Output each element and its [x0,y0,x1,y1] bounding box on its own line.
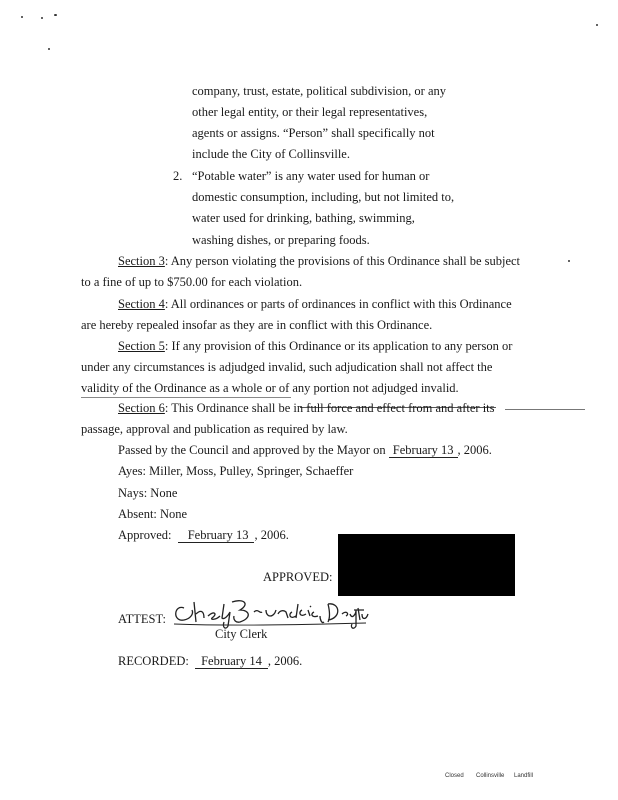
attest-label: ATTEST: [118,612,166,626]
section-6-paragraph: Section 6: This Ordinance shall be in full force and effect from and after its [118,401,495,415]
redaction-box [338,534,515,596]
footer-stamp: Collinsville [476,773,505,779]
scan-speck [21,16,23,18]
recorded-line: RECORDED: February 14 , 2006. [118,654,303,668]
section-3-paragraph: Section 3: Any person violating the provisions of this Ordinance shall be subject [118,254,521,268]
scan-speck [596,24,598,26]
section-3-heading: Section 3 [118,254,165,268]
section-4-line: are hereby repealed insofar as they are in conflict with this Ordinance. [81,318,433,332]
scan-speck [568,260,570,262]
section-3-line: to a fine of up to $750.00 for each violation. [81,275,303,289]
definition-line: company, trust, estate, political subdivision, or any [192,84,447,98]
scan-speck [41,17,43,19]
footer-stamp: Closed [445,773,464,779]
recorded-date: February 14 [195,655,268,669]
section-4-paragraph: Section 4: All ordinances or parts of ordinances in conflict with this Ordinance [118,297,512,311]
absent-line: Absent: None [118,507,188,521]
scan-line [505,409,585,410]
section-5-line: validity of the Ordinance as a whole or of any portion not adjudged invalid. [81,381,459,395]
definition-line: washing dishes, or preparing foods. [192,233,370,247]
section-6-line: passage, approval and publication as required by law. [81,422,348,436]
footer-stamp: Landfill [514,773,534,779]
nays-line: Nays: None [118,486,178,500]
definition-line: water used for drinking, bathing, swimming, [192,211,415,225]
section-5-heading: Section 5 [118,339,165,353]
scan-line [81,397,291,398]
ayes-line: Ayes: Miller, Moss, Pulley, Springer, Schaeffer [118,464,354,478]
definition-line: include the City of Collinsville. [192,147,350,161]
section-5-line: under any circumstances is adjudged invalid, such adjudication shall not affect the [81,360,493,374]
clerk-signature [170,596,370,632]
section-5-paragraph: Section 5: If any provision of this Ordinance or its application to any person or [118,339,513,353]
attest-title: City Clerk [215,627,268,641]
passed-line: Passed by the Council and approved by the Mayor on February 13 , 2006. [118,443,492,457]
scan-speck [48,48,50,50]
passed-date: February 13 [389,444,458,458]
item-number: 2. [173,169,183,183]
definition-line: domestic consumption, including, but not limited to, [192,190,455,204]
scan-speck [54,14,57,16]
definition-line: “Potable water” is any water used for human or [192,169,430,183]
section-4-heading: Section 4 [118,297,165,311]
approved-caption: APPROVED: [263,570,333,584]
definition-line: agents or assigns. “Person” shall specifically not [192,126,435,140]
section-6-heading: Section 6 [118,401,165,415]
approved-date: February 13 [178,529,255,543]
approved-date-line: Approved: February 13 , 2006. [118,528,289,542]
definition-line: other legal entity, or their legal representatives, [192,105,428,119]
